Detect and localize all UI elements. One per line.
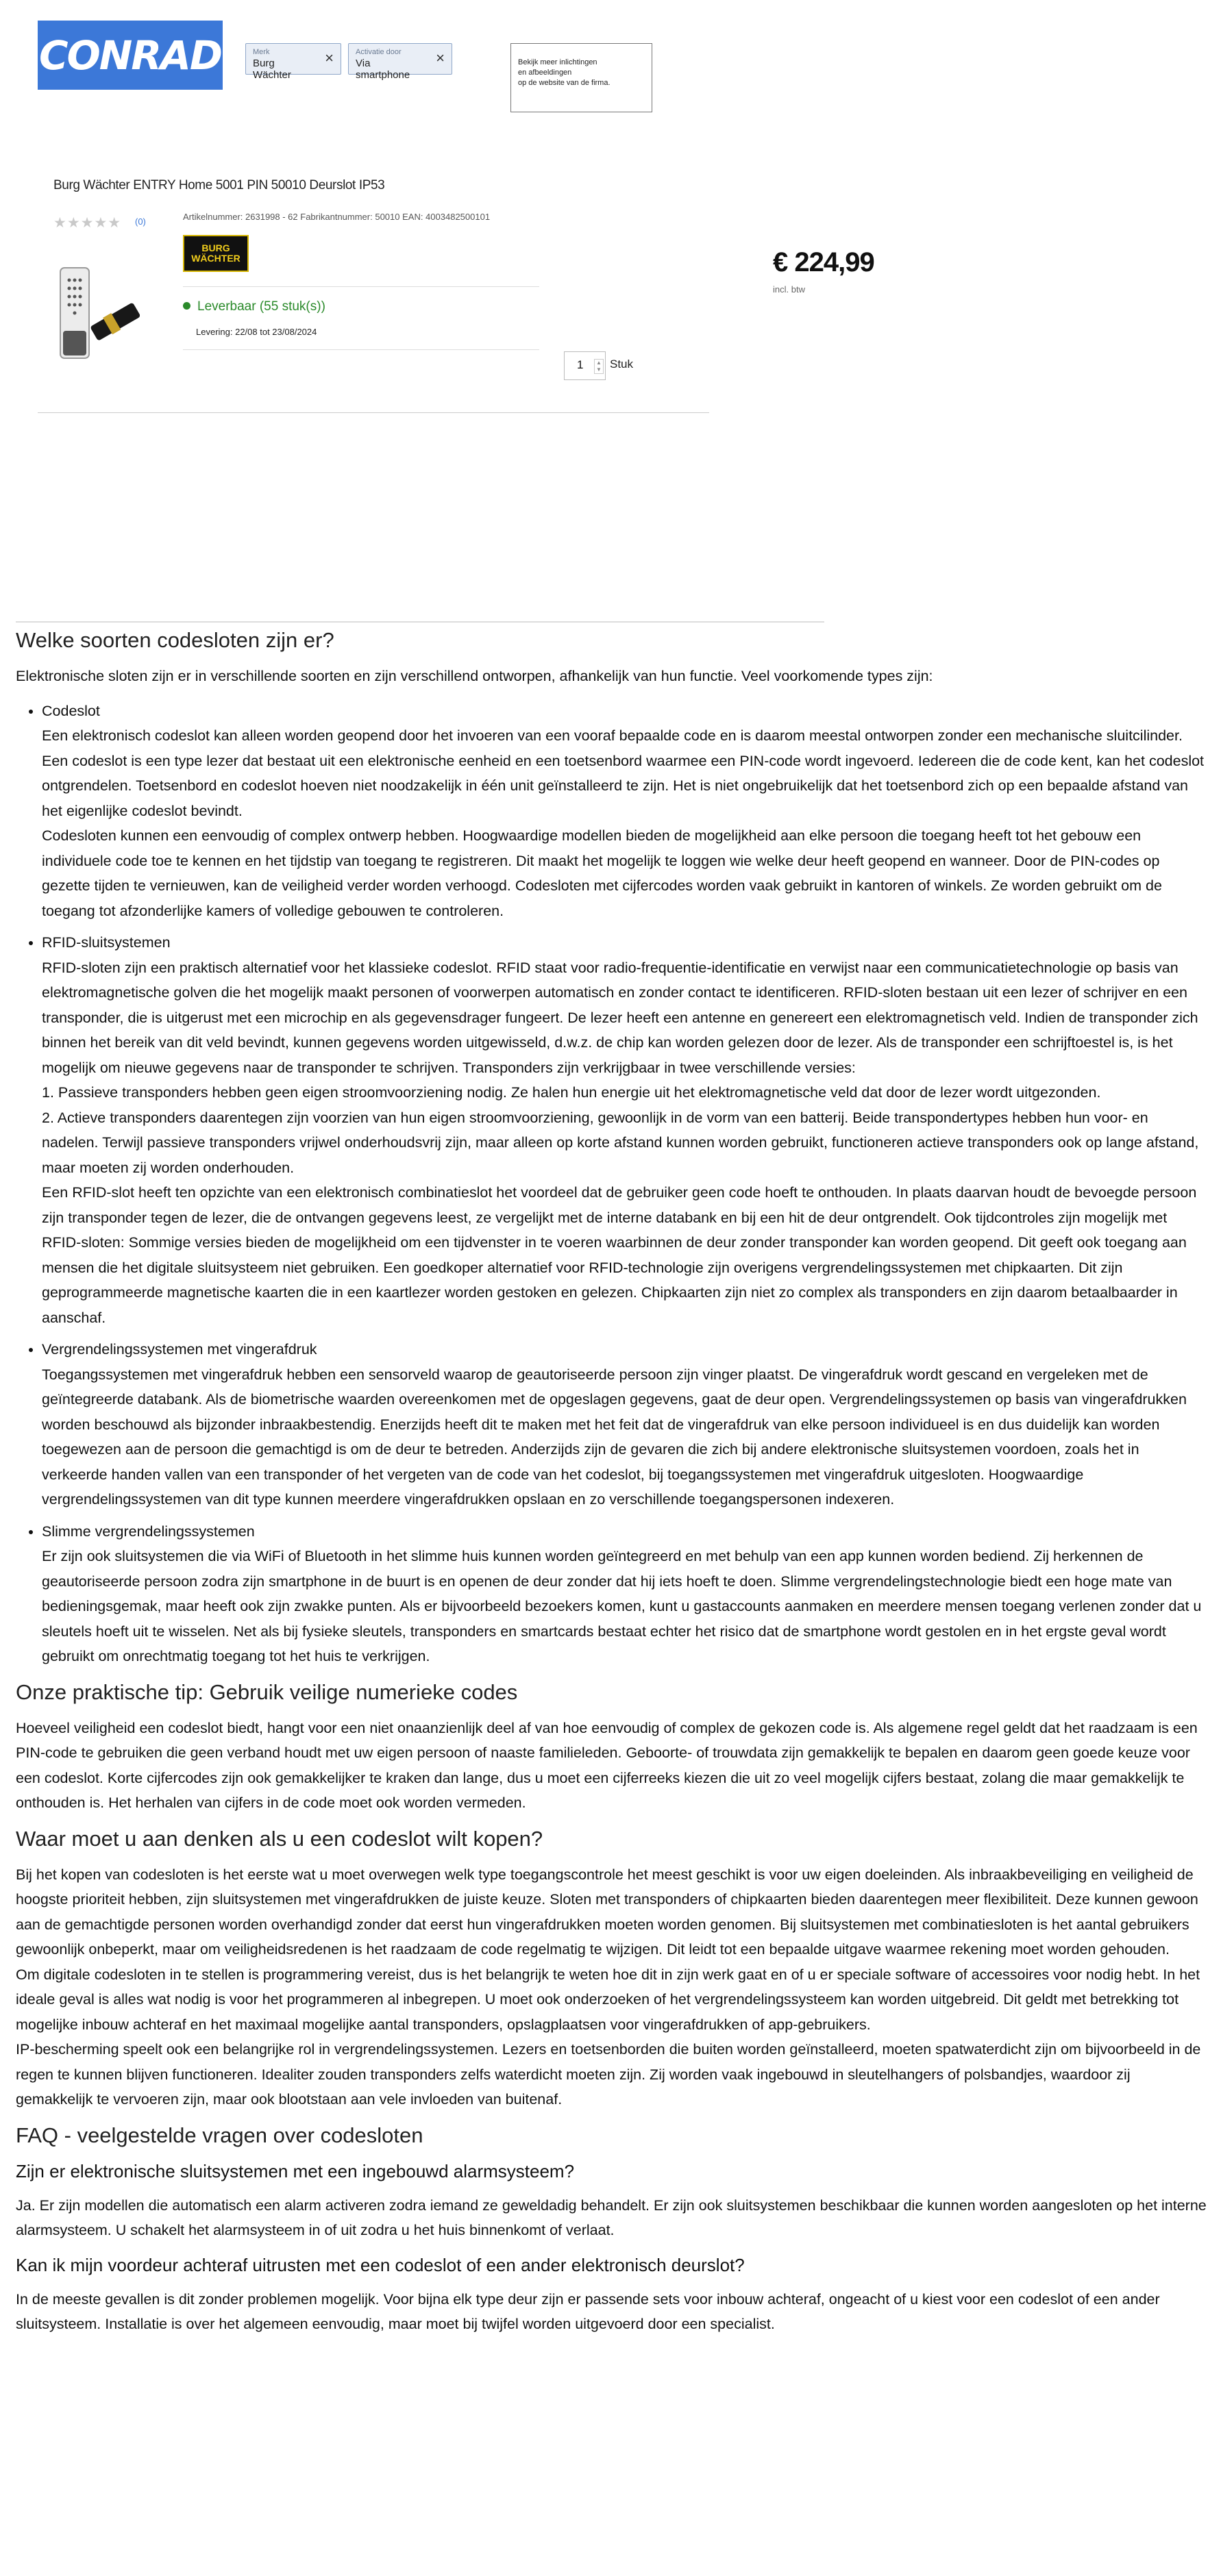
heading-buy: Waar moet u aan denken als u een codeslot wilt kopen? (16, 1826, 543, 1851)
list-item-body: Er zijn ook sluitsystemen die via WiFi of Bluetooth in het slimme huis kunnen worden geïntegreerd en met behulp van een app kunnen worden bediend. Zij herkennen de geautoriseerde persoon zodra zijn smartphone in de buurt is en openen de deur zonder dat hij iets hoeft te doen. Slimme vergrendelingstechnologie biedt een hoge mate van bedieningsgemak, maar heeft ook zijn zwakke punten. Als er bijvoorbeeld bezoekers komen, kunt u gastaccounts aanmaken en meerdere mensen toegang verlenen zonder dat u sleutels hoeft uit te wisselen. Net als bij fysieke sleutels, transponders en smartcards bestaat echter het risico dat de smartphone wordt gestolen en in het ergste geval wordt gebruikt om onrechtmatig toegang tot het huis te verkrijgen. (42, 1548, 1202, 1664)
conrad-logo[interactable] (38, 21, 223, 90)
divider (16, 621, 824, 623)
product-title[interactable]: Burg Wächter ENTRY Home 5001 PIN 50010 Deurslot IP53 (53, 178, 385, 192)
list-item-title: • Vergrendelingssystemen met vingerafdruk (42, 1341, 317, 1358)
tip-paragraph: Hoeveel veiligheid een codeslot biedt, hangt voor een niet onaanzienlijk deel af van hoe eenvoudig of complex de gekozen code is. Als algemene regel geldt dat het raadzaam is een PIN-code te gebruiken die geen verband houdt met uw eigen persoon of naaste familieleden. Geboorte- of trouwdata zijn gemakkelijk te bepalen en daarom geen goede keuze voor een codeslot. Korte cijfercodes zijn ook gemakkelijker te kraken dan lange, dus u moet een cijferreeks kiezen die uit zo veel mogelijk cijfers bestaat, zolang die maar gemakkelijk te onthouden is. Het herhalen van cijfers in de code moet ook worden vermeden. (16, 1719, 1198, 1811)
vat-note: incl. btw (773, 284, 805, 295)
filter-label: Activatie door (356, 48, 402, 56)
info-line: en afbeeldingen (518, 68, 572, 77)
article (16, 627, 1208, 2347)
filter-value: Via smartphone (356, 58, 410, 81)
list-item-body: RFID-sloten zijn een praktisch alternatief voor het klassieke codeslot. RFID staat voor radio-frequentie-identificatie en verwijst naar een communicatietechnologie op basis van elektromagnetische golven die het mogelijk maakt personen of voorwerpen automatisch en zonder contact te identificeren. RFID-sloten bestaan uit een lezer of schrijver en een transponder, die is uitgerust met een microchip en als gegevensdrager fungeert. De lezer heeft een antenne en genereert een elektromagnetisch veld. Indien de transponder zich binnen het bereik van dit veld bevindt, kunnen gegevens worden uitgewisseld, d.w.z. de chip kan worden gelezen door de lezer. Als de transponder een schrijftoestel is, is het mogelijk om nieuwe gegevens naar de transponder te schrijven. Transponders zijn verkrijgbaar in twee verschillende versies: 1. Passieve transponders hebben geen eigen stroomvoorziening nodig. Ze halen hun energie uit het elektromagnetische veld dat door de lezer wordt uitgezonden. 2. Actieve transponders daarentegen zijn voorzien van hun eigen stroomvoorziening, gewoonlijk in de vorm van een batterij. Beide transpondertypes hebben hun voor- en nadelen. Terwijl passieve transponders vrijwel onderhoudsvrij zijn, maar alleen op korte afstand kunnen worden gebruikt, functioneren actieve transponders ook op lange afstand, maar moeten zij worden onderhouden. Een RFID-slot heeft ten opzichte van een elektronisch combinatieslot het voordeel dat de gebruiker geen code hoeft te onthouden. In plaats daarvan houdt de bevoegde persoon zijn transponder tegen de lezer, die de ontvangen gegevens leest, ze vergelijkt met de interne databank en bij een hit de deur ontgrendelt. Ook tijdcontroles zijn mogelijk met RFID-sloten: Sommige versies bieden de mogelijkheid om een tijdvenster in te voeren waarbinnen de deur zonder transponder kan worden geopend. Dit geeft ook toegang aan mensen die het digitale sluitsysteem niet gebruiken. Een goedkoper alternatief voor RFID-technologie zijn overigens vergrendelingssystemen met chipkaarten. Dit zijn geprogrammeerde magnetische kaarten die in een kaartlezer worden gestoken en gelezen. Chipkaarten zijn niet zo complex als transponders en zijn daarom betaalbaarder in aanschaf. (42, 959, 1199, 1326)
quantity-unit: Stuk (610, 358, 634, 371)
rating-count[interactable]: (0) (135, 216, 146, 227)
filter-label: Merk (253, 48, 270, 56)
intro-paragraph: Elektronische sloten zijn er in verschillende soorten en zijn verschillend ontworpen, afhankelijk van hun functie. Veel voorkomende types zijn: (16, 668, 933, 684)
quantity-value[interactable]: 1 (577, 358, 584, 371)
list-item-body: Toegangssystemen met vingerafdruk hebben een sensorveld waarop de geautoriseerde persoon zijn vinger plaatst. De vingerafdruk wordt gescand en vergeleken met de geïntegreerde databank. Als de biometrische waarden overeenkomen met de opgeslagen gegevens, gaat de deur open. Vergrendelingssystemen op basis van vingerafdrukken worden beschouwd als bijzonder inbraakbestendig. Enerzijds heeft dit te maken met het feit dat de vingerafdruk van elke persoon individueel is en dus duidelijk kan worden toegewezen aan de persoon die gemachtigd is om de deur te betreden. Anderzijds zijn de gevaren die zich bij andere elektronische sluitsystemen voordoen, zoals het in verkeerde handen vallen van een transponder of het vergeten van de code van het codeslot, bij toegangssystemen met vingerafdruk uitgesloten. Hoogwaardige vergrendelingssystemen van dit type kunnen meerdere vingerafdrukken opslaan en zo verschillende toegangspersonen indexeren. (42, 1366, 1187, 1508)
list-item-title: • RFID-sluitsystemen (42, 934, 171, 951)
product-image[interactable] (53, 262, 143, 365)
info-line: Bekijk meer inlichtingen (518, 58, 597, 66)
filter-value: Burg Wächter (253, 58, 291, 81)
divider (38, 412, 709, 413)
more-info-box[interactable] (510, 43, 652, 112)
buy-paragraph: Bij het kopen van codesloten is het eerste wat u moet overwegen welk type toegangscontrole het meest geschikt is voor uw eigen doeleinden. Als inbraakbeveiliging en veiligheid de hoogste prioriteit hebben, zijn sluitsystemen met vingerafdrukken de juiste keuze. Sloten met transponders of chipkaarten bieden daarentegen meer flexibiliteit. Deze kunnen gewoon aan de gemachtigde personen worden overhandigd zonder dat eerst hun vingerafdrukken moeten worden genomen. Bij sluitsystemen met combinatiesloten is het aantal gebruikers gewoonlijk onbeperkt, maar om veiligheidsredenen is het raadzaam de code regelmatig te wijzigen. Dit leidt tot een bepaalde uitgave waarmee rekening moet worden gehouden. Om digitale codesloten in te stellen is programmering vereist, dus is het belangrijk te weten hoe dit in zijn werk gaat en of u er speciale software of accessoires voor nodig hebt. In het ideale geval is alles wat nodig is voor het programmeren al inbegrepen. U moet ook onderzoeken of het vergrendelingssysteem kan worden uitgebreid. Dit geldt met betrekking tot mogelijke inbouw achteraf en het maximaal mogelijke aantal transponders, opslagplaatsen voor vingerafdrukken of app-gebruikers. IP-bescherming speelt ook een belangrijke rol in vergrendelingssystemen. Lezers en toetsenborden die buiten worden geïnstalleerd, moeten spatwaterdicht zijn om bijvoorbeeld in de regen te kunnen blijven functioneren. Idealiter zouden transponders zelfs waterdicht moeten zijn. Zij worden vaak ingebouwd in sleutelhangers of polsbandjes, waardoor zij gemakkelijk te vervoeren zijn, maar ook blootstaan aan vele invloeden van buitenaf. (16, 1866, 1201, 2108)
info-line: op de website van de firma. (518, 79, 610, 87)
heading-tip: Onze praktische tip: Gebruik veilige numerieke codes (16, 1679, 518, 1704)
heading-types: Welke soorten codesloten zijn er? (16, 628, 334, 652)
list-item-body: Een elektronisch codeslot kan alleen worden geopend door het invoeren van een vooraf bepaalde code en is daarom meestal ontworpen zonder een mechanische sluitcilinder. Een codeslot is een type lezer dat bestaat uit een elektronische eenheid en een toetsenbord waarmee een PIN-code wordt ingevoerd. Iedereen die de code kent, kan het codeslot ontgrendelen. Toetsenbord en codeslot hoeven niet noodzakelijk in één unit geïnstalleerd te zijn. Het is niet ongebruikelijk dat het toetsenbord zich op een bepaalde afstand van het eigenlijke codeslot bevindt. Codesloten kunnen een eenvoudig of complex ontwerp hebben. Hoogwaardige modellen bieden de mogelijkheid aan elke persoon die toegang heeft tot het gebouw een individuele code toe te kennen en het tijdstip van toegang te registreren. Dit maakt het mogelijk te loggen wie welke deur heeft geopend en wanneer. Door de PIN-codes op gezette tijden te vernieuwen, kan de veiligheid verder worden verhoogd. Codesloten met cijfercodes worden vaak gebruikt in kantoren of winkels. Ze worden gebruikt om de toegang tot afzonderlijke kamers of volledige gebouwen te controleren. (42, 727, 1205, 919)
faq-answer: In de meeste gevallen is dit zonder problemen mogelijk. Voor bijna elk type deur zijn er passende sets voor inbouw achteraf, ongeacht of u kiest voor een codeslot of een ander sluitsysteem. Installatie is over het algemeen eenvoudig, maar moet bij twijfel worden uitgevoerd door een specialist. (16, 2290, 1160, 2332)
close-icon[interactable]: × (436, 49, 445, 66)
spinner-icon[interactable]: ▲ ▼ (594, 359, 604, 374)
availability (183, 299, 325, 314)
divider (183, 286, 539, 287)
list-item (42, 699, 1208, 924)
filter-chip-brand[interactable] (245, 43, 341, 81)
product-meta: Artikelnummer: 2631998 - 62 Fabrikantnummer: 50010 EAN: 4003482500101 (183, 212, 491, 222)
rating-stars: ★★★★★ (53, 215, 122, 231)
list-item-title: • Codeslot (42, 702, 100, 719)
availability-text: Leverbaar (55 stuk(s)) (197, 299, 325, 314)
stock-status-icon (183, 302, 190, 310)
faq-question: Kan ik mijn voordeur achteraf uitrusten met een codeslot of een ander elektronisch deurslot? (16, 2254, 745, 2275)
brand-logo[interactable] (183, 235, 249, 272)
product-price: € 224,99 (773, 247, 874, 277)
quantity-stepper[interactable] (564, 351, 606, 380)
heading-faq: FAQ - veelgestelde vragen over codesloten (16, 2123, 423, 2147)
faq-question: Zijn er elektronische sluitsystemen met een ingebouwd alarmsysteem? (16, 2160, 575, 2181)
divider (183, 349, 539, 350)
delivery-date: Levering: 22/08 tot 23/08/2024 (196, 327, 317, 337)
brand-text-top: BURG (201, 242, 230, 253)
list-item (42, 930, 1208, 1330)
list-item (42, 1519, 1208, 1669)
lock-types-list (16, 699, 1208, 1669)
list-item (42, 1337, 1208, 1512)
close-icon[interactable]: × (325, 49, 334, 66)
filter-chip-activation[interactable] (348, 43, 452, 81)
list-item-title: • Slimme vergrendelingssystemen (42, 1523, 255, 1540)
logo-text: CONRAD (38, 32, 222, 79)
brand-text-bottom: WÄCHTER (191, 253, 241, 264)
faq-answer: Ja. Er zijn modellen die automatisch een alarm activeren zodra iemand ze geweldadig behandelt. Er zijn ook sluitsystemen beschikbaar die kunnen worden aangesloten op het interne alarmsysteem. U schakelt het alarmsysteem in of uit zodra u het huis binnenkomt of verlaat. (16, 2197, 1207, 2238)
